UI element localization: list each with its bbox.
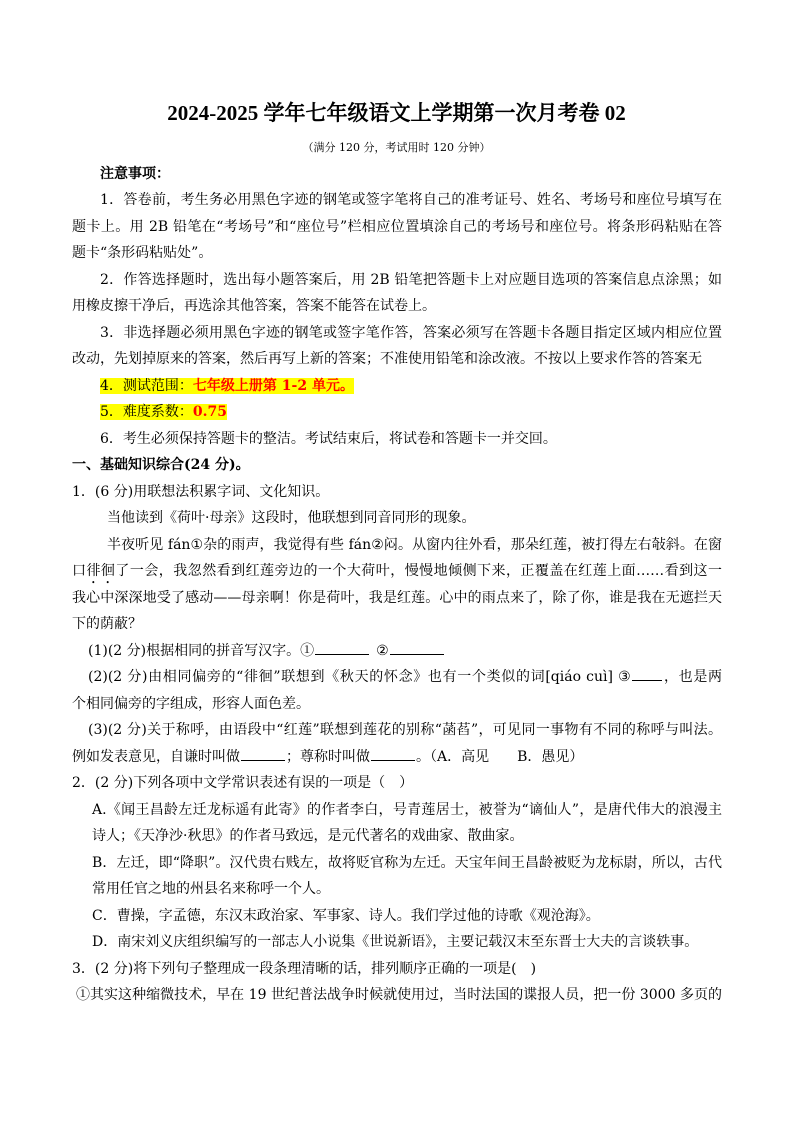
test-scope-value: 七年级上册第 1-2 单元。 [192, 377, 354, 394]
notice-item-6: 6．考生必须保持答题卡的整洁。考试结束后，将试卷和答题卡一并交回。 [100, 430, 557, 447]
q2-option-a-line-1: A.《闻王昌龄左迁龙标遥有此寄》的作者李白，号青莲居士，被誉为“谪仙人”，是唐代伟大的浪漫主 [92, 801, 722, 818]
q1-sub2-blank [632, 665, 662, 681]
q1-sub3-blank-1 [241, 745, 285, 761]
q3-stem: 3．(2 分)将下列句子整理成一段条理清晰的话，排列顺序正确的一项是( ) [72, 960, 537, 977]
q1-sub1-text: (1)(2 分)根据相同的拼音写汉字。 [88, 642, 301, 659]
q1-passage-line-2-start: 口 [72, 563, 87, 580]
difficulty-highlight [100, 404, 227, 420]
q1-stem: 1．(6 分)用联想法积累字词、文化知识。 [72, 483, 330, 500]
q1-passage-line-2-rest: 了一会，我忽然看到红莲旁边的一个大荷叶，慢慢地倾侧下来，正覆盖在红莲上面……看到这一 [115, 563, 722, 580]
q1-sub2-line-2: 个相同偏旁的字组成，形容人面色差。 [72, 695, 310, 712]
notice-item-3-line-1: 3．非选择题必须用黑色字迹的钢笔或签字笔作答，答案必须写在答题卡各题目指定区域内相应位置 [100, 324, 722, 341]
q1-sub3-text-a: 例如发表意见，自谦时叫做 [72, 748, 240, 765]
q1-sub2-line-1 [72, 664, 722, 691]
notice-item-1-line-2: 题卡上。用 2B 铅笔在“考场号”和“座位号”栏相应位置填涂自己的考场号和座位号。将条形码粘贴在答 [72, 218, 722, 235]
q1-sub2-text-end: ，也是两 [663, 669, 722, 686]
q1-passage-line-3: 我心中深深地受了感动——母亲啊！你是荷叶，我是红莲。心中的雨点来了，除了你，谁是我在无遮拦天 [72, 589, 722, 606]
notice-item-2-line-2: 用橡皮擦干净后，再选涂其他答案，答案不能答在试卷上。 [72, 298, 436, 315]
notice-item-2-line-1: 2．作答选择题时，选出每小题答案后，用 2B 铅笔把答题卡上对应题目选项的答案信息点涂黑；如 [100, 271, 722, 288]
q2-option-a-line-2: 诗人；《天净沙·秋思》的作者马致远，是元代著名的戏曲家、散曲家。 [92, 828, 524, 845]
difficulty-label: 5．难度系数： [100, 404, 193, 421]
notice-heading: 注意事项： [100, 165, 170, 182]
q2-option-c: C．曹操，字孟德，东汉末政治家、军事家、诗人。我们学过他的诗歌《观沧海》。 [92, 907, 600, 924]
q1-passage-line-2 [72, 558, 722, 585]
exam-subtitle: （满分 120 分，考试用时 120 分钟） [302, 141, 491, 154]
q3-sentence-1: ①其实这种缩微技术，早在 19 世纪普法战争时候就使用过，当时法国的谍报人员，把一份 3000 多页的 [76, 987, 722, 1004]
q1-passage-line-4: 下的荫蔽？ [72, 616, 142, 633]
test-scope-highlight [100, 378, 354, 394]
notice-item-1-line-1: 1．答卷前，考生务必用黑色字迹的钢笔或签字笔将自己的准考证号、姓名、考场号和座位号填写在 [100, 192, 722, 209]
q1-intro: 当他读到《荷叶·母亲》这段时，他联想到同音同形的现象。 [107, 510, 476, 527]
q1-sub2-mark: ③ [618, 669, 632, 686]
q1-sub3-line-1: (3)(2 分)关于称呼，由语段中“红莲”联想到莲花的别称“菡萏”，可见同一事物有不同的称呼与叫法。 [88, 722, 722, 739]
notice-item-4 [72, 373, 722, 400]
q2-stem: 2．(2 分)下列各项中文学常识表述有误的一项是（ ） [72, 775, 414, 792]
section-1-heading: 一、基础知识综合(24 分)。 [72, 457, 250, 474]
q1-passage-line-1: 半夜听见 fán①杂的雨声，我觉得有些 fán②闷。从窗内往外看，那朵红莲，被打得左右敧斜。在窗 [107, 536, 722, 553]
q1-sub1-mark-2: ② [376, 642, 389, 659]
q1-sub3-blank-2 [371, 745, 415, 761]
q1-sub1-mark-1: ① [300, 642, 315, 659]
notice-item-1-line-3: 题卡“条形码粘贴处”。 [72, 245, 213, 262]
q1-sub2-text: (2)(2 分)由相同偏旁的“徘徊”联想到《秋天的怀念》也有一个类似的词[qiáo cuì] [88, 669, 619, 686]
q1-sub1-blank-2 [390, 639, 444, 655]
exam-body [72, 161, 722, 1009]
q2-option-b-line-2: 常用任官之地的州县名来称呼一个人。 [92, 881, 330, 898]
q2-option-d: D．南宋刘义庆组织编写的一部志人小说集《世说新语》，主要记载汉末至东晋士大夫的言谈轶事。 [92, 934, 699, 951]
q1-sub1-blank-1 [315, 639, 369, 655]
notice-item-5 [72, 399, 722, 426]
difficulty-value: 0.75 [192, 404, 228, 421]
q1-sub1 [72, 638, 722, 665]
q1-emphasized-word: 徘徊 [86, 563, 116, 580]
q1-sub3-line-2 [72, 744, 722, 771]
q1-sub3-text-c: 。（A．高见 B．愚见） [416, 748, 584, 765]
q1-sub3-text-b: ；尊称时叫做 [286, 748, 370, 765]
test-scope-label: 4．测试范围： [100, 377, 193, 394]
q2-option-b-line-1: B．左迁，即“降职”。汉代贵右贱左，故将贬官称为左迁。天宝年间王昌龄被贬为龙标尉，所以，古代 [92, 854, 722, 871]
exam-title: 2024-2025 学年七年级语文上学期第一次月考卷 02 [167, 101, 626, 125]
notice-item-3-line-2: 改动，先划掉原来的答案，然后再写上新的答案；不准使用铅笔和涂改液。不按以上要求作答的答案无 [72, 351, 702, 368]
